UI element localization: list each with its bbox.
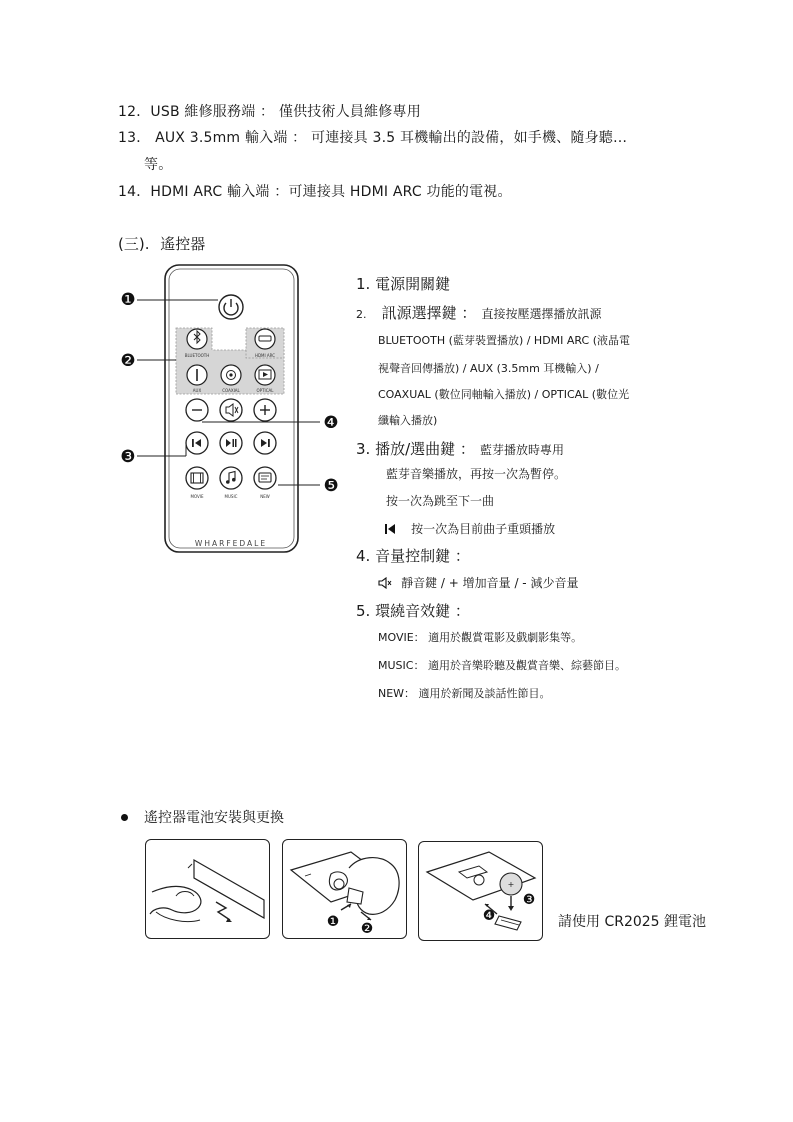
aux-button xyxy=(187,365,207,385)
port-13-continuation: 等。 xyxy=(144,157,173,173)
legend-item-3 xyxy=(356,438,564,459)
bullet-dot xyxy=(121,814,128,821)
movie-button xyxy=(186,467,208,489)
battery-step-mark-3: ❸ xyxy=(522,892,536,908)
legend-item-2 xyxy=(356,302,601,323)
legend-item-3-desc: 藍芽播放時專用 xyxy=(480,443,565,457)
previous-track-button xyxy=(186,432,208,454)
legend-item-3-line-3-text: 按一次為目前曲子重頭播放 xyxy=(411,522,556,536)
optical-label: OPTICAL xyxy=(256,388,274,393)
legend-item-3-line-1: 藍芽音樂播放，再按一次為暫停。 xyxy=(386,467,567,481)
power-button xyxy=(219,295,243,319)
battery-step-panel-2 xyxy=(282,839,407,939)
legend-item-5-line-2: MUSIC： 適用於音樂聆聽及觀賞音樂、綜藝節目。 xyxy=(378,659,626,672)
legend-item-2-line-3: COAXUAL (數位同軸輸入播放) / OPTICAL (數位光 xyxy=(378,388,630,401)
section-heading xyxy=(118,233,205,254)
callout-1: ❶ xyxy=(120,290,136,310)
battery-step-mark-2: ❷ xyxy=(360,921,374,937)
volume-up-button xyxy=(254,399,276,421)
remote-diagram xyxy=(112,262,347,562)
legend-item-2-number: 2. xyxy=(356,308,367,321)
battery-step-panel-3 xyxy=(418,841,543,941)
new-label: NEW xyxy=(260,494,270,499)
legend-item-5-line-1: MOVIE： 適用於觀賞電影及戲劇影集等。 xyxy=(378,631,583,644)
legend-item-2-desc: 直接按壓選擇播放訊源 xyxy=(481,307,602,321)
legend-item-5-title: 5. 環繞音效鍵 ： xyxy=(356,602,470,620)
optical-button xyxy=(255,365,275,385)
aux-label: AUX xyxy=(192,388,202,393)
music-label: MUSIC xyxy=(224,494,238,499)
port-14-text: 14．HDMI ARC 輸入端 ：可連接具 HDMI ARC 功能的電視。 xyxy=(118,184,512,200)
hdmi-arc-label: HDMI ARC xyxy=(254,353,276,358)
port-13-text: 13． AUX 3.5mm 輸入端 ： 可連接具 3.5 耳機輸出的設備，如手機、隨身聽… xyxy=(118,130,628,146)
hdmi-arc-button xyxy=(255,329,275,349)
mute-button xyxy=(220,399,242,421)
remote-brand: WHARFEDALE xyxy=(194,539,268,548)
legend-item-1: 1. 電源開關鍵 xyxy=(356,275,451,293)
legend-item-3-line-2: 按一次為跳至下一曲 xyxy=(386,494,495,508)
legend-item-3-line-3 xyxy=(384,518,555,537)
battery-section-title: 遙控器電池安裝與更換 xyxy=(144,810,284,826)
legend-item-4-title: 4. 音量控制鍵 ： xyxy=(356,547,470,565)
callout-4: ❹ xyxy=(323,413,339,433)
battery-release-illustration xyxy=(146,840,270,939)
new-button xyxy=(254,467,276,489)
battery-step-mark-4: ❹ xyxy=(482,908,496,924)
play-pause-button xyxy=(220,432,242,454)
mute-icon xyxy=(378,577,392,589)
legend-item-4-line-1-text: 靜音鍵 / + 增加音量 / - 減少音量 xyxy=(401,576,579,590)
legend-item-2-line-1: BLUETOOTH (藍芽裝置播放) / HDMI ARC (液晶電 xyxy=(378,334,630,347)
legend-item-2-line-4: 纖輸入播放) xyxy=(378,414,438,427)
coaxial-label: COAXIAL xyxy=(222,388,240,393)
bluetooth-button xyxy=(187,329,207,349)
section-title: 遙控器 xyxy=(160,235,206,253)
svg-text:+: + xyxy=(507,880,515,889)
legend-item-4-line-1 xyxy=(378,572,578,591)
previous-track-icon xyxy=(384,523,398,535)
legend-item-2-line-2: 視聲音回傳播放) / AUX (3.5mm 耳機輸入) / xyxy=(378,362,599,375)
legend-item-3-title: 3. 播放/選曲鍵 ： xyxy=(356,440,475,458)
battery-tray-illustration xyxy=(283,840,407,939)
legend-item-5-line-3: NEW： 適用於新聞及談話性節目。 xyxy=(378,687,551,700)
legend-item-2-title: 訊源選擇鍵 ： xyxy=(381,304,477,322)
callout-5: ❺ xyxy=(323,476,339,496)
port-12-text: 12．USB 維修服務端 ： 僅供技術人員維修專用 xyxy=(118,104,421,120)
battery-insert-illustration xyxy=(419,842,543,941)
bluetooth-label: BLUETOOTH xyxy=(184,353,210,358)
music-button xyxy=(220,467,242,489)
volume-down-button xyxy=(186,399,208,421)
coaxial-button xyxy=(221,365,241,385)
battery-note: 請使用 CR2025 鋰電池 xyxy=(558,914,707,930)
callout-3: ❸ xyxy=(120,447,136,467)
next-track-button xyxy=(254,432,276,454)
battery-step-mark-1: ❶ xyxy=(326,914,340,930)
movie-label: MOVIE xyxy=(190,494,204,499)
section-number: (三). xyxy=(118,235,150,253)
callout-2: ❷ xyxy=(120,351,136,371)
battery-step-panel-1 xyxy=(145,839,270,939)
